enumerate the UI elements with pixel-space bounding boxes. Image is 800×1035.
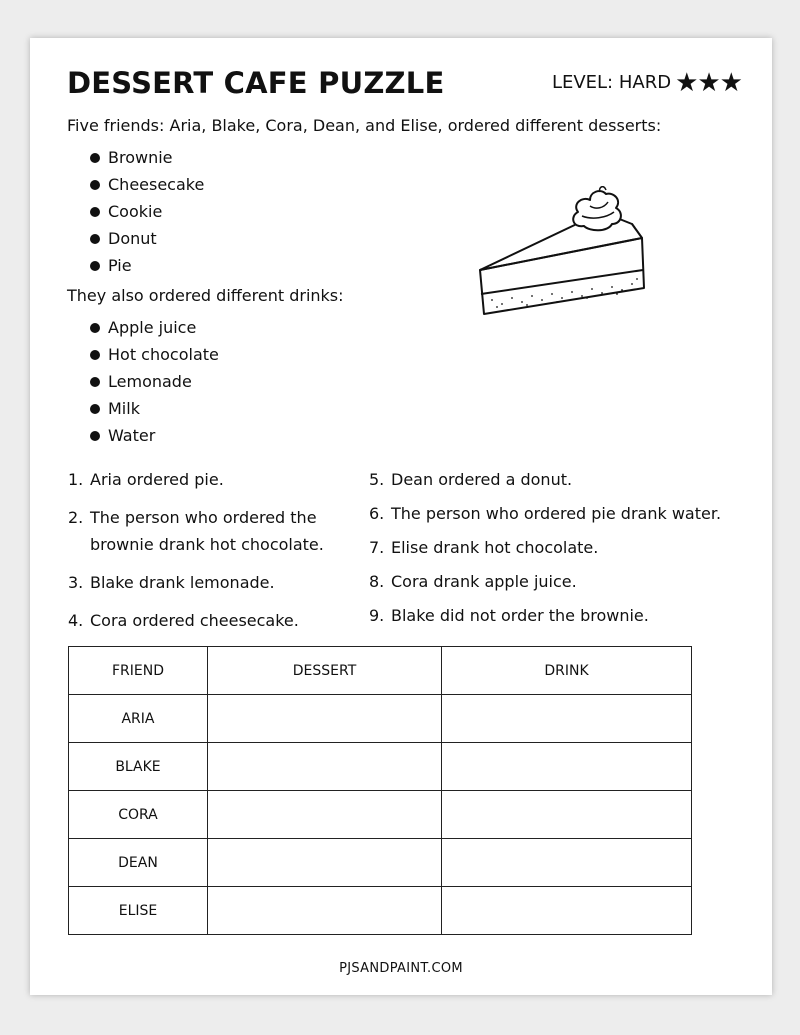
- dessert-answer-cell[interactable]: [208, 695, 442, 743]
- list-item: Cookie: [90, 198, 204, 225]
- column-header-dessert: DESSERT: [208, 647, 442, 695]
- star-rating-icon: ★★★: [675, 67, 742, 98]
- bullet-icon: [90, 234, 100, 244]
- clue-item: 1. Aria ordered pie.: [68, 470, 224, 489]
- intro-text: Five friends: Aria, Blake, Cora, Dean, and Elise, ordered different desserts:: [67, 116, 662, 135]
- bullet-icon: [90, 180, 100, 190]
- table-row: [69, 791, 692, 839]
- drink-answer-cell[interactable]: [442, 791, 692, 839]
- clue-item: 6. The person who ordered pie drank water.: [369, 504, 722, 523]
- clue-list-right: [369, 466, 769, 636]
- friend-cell: CORA: [69, 791, 208, 839]
- list-item: Lemonade: [90, 368, 219, 395]
- bullet-icon: [90, 350, 100, 360]
- clue-item: 4. Cora ordered cheesecake.: [68, 611, 299, 630]
- friend-cell: ELISE: [69, 887, 208, 935]
- clue-item: 8. Cora drank apple juice.: [369, 572, 577, 591]
- drink-list: [90, 314, 219, 449]
- table-row: [69, 743, 692, 791]
- list-item: Apple juice: [90, 314, 219, 341]
- bullet-icon: [90, 377, 100, 387]
- drink-answer-cell[interactable]: [442, 887, 692, 935]
- list-item: Hot chocolate: [90, 341, 219, 368]
- drink-answer-cell[interactable]: [442, 695, 692, 743]
- list-item: Pie: [90, 252, 204, 279]
- bullet-icon: [90, 431, 100, 441]
- clue-item: 3. Blake drank lemonade.: [68, 573, 275, 592]
- site-footer: PJSANDPAINT.COM: [339, 961, 463, 976]
- list-item: Brownie: [90, 144, 204, 171]
- bullet-icon: [90, 404, 100, 414]
- table-header-row: [69, 647, 692, 695]
- column-header-friend: FRIEND: [69, 647, 208, 695]
- bullet-icon: [90, 261, 100, 271]
- page-title: DESSERT CAFE PUZZLE: [67, 66, 445, 100]
- list-item: Water: [90, 422, 219, 449]
- dessert-answer-cell[interactable]: [208, 839, 442, 887]
- list-item: Milk: [90, 395, 219, 422]
- dessert-answer-cell[interactable]: [208, 743, 442, 791]
- bullet-icon: [90, 153, 100, 163]
- pie-slice-icon: [472, 186, 652, 326]
- table-row: [69, 887, 692, 935]
- level-label: LEVEL: HARD: [551, 72, 672, 93]
- dessert-list: [90, 144, 204, 279]
- friend-cell: BLAKE: [69, 743, 208, 791]
- clue-item: 5. Dean ordered a donut.: [369, 470, 573, 489]
- list-item: Donut: [90, 225, 204, 252]
- worksheet-page: [30, 38, 772, 995]
- clue-item: 7. Elise drank hot chocolate.: [369, 538, 599, 557]
- column-header-drink: DRINK: [442, 647, 692, 695]
- answer-table: [68, 646, 692, 935]
- drink-answer-cell[interactable]: [442, 743, 692, 791]
- difficulty-level: [551, 67, 742, 98]
- clue-list-left: [68, 466, 358, 645]
- table-row: [69, 695, 692, 743]
- friend-cell: DEAN: [69, 839, 208, 887]
- table-row: [69, 839, 692, 887]
- dessert-answer-cell[interactable]: [208, 887, 442, 935]
- drinks-intro-text: They also ordered different drinks:: [67, 286, 344, 305]
- friend-cell: ARIA: [69, 695, 208, 743]
- bullet-icon: [90, 323, 100, 333]
- clue-item: 9. Blake did not order the brownie.: [369, 606, 649, 625]
- dessert-answer-cell[interactable]: [208, 791, 442, 839]
- clue-item: 2. The person who ordered the brownie drank hot chocolate.: [68, 508, 324, 554]
- list-item: Cheesecake: [90, 171, 204, 198]
- drink-answer-cell[interactable]: [442, 839, 692, 887]
- bullet-icon: [90, 207, 100, 217]
